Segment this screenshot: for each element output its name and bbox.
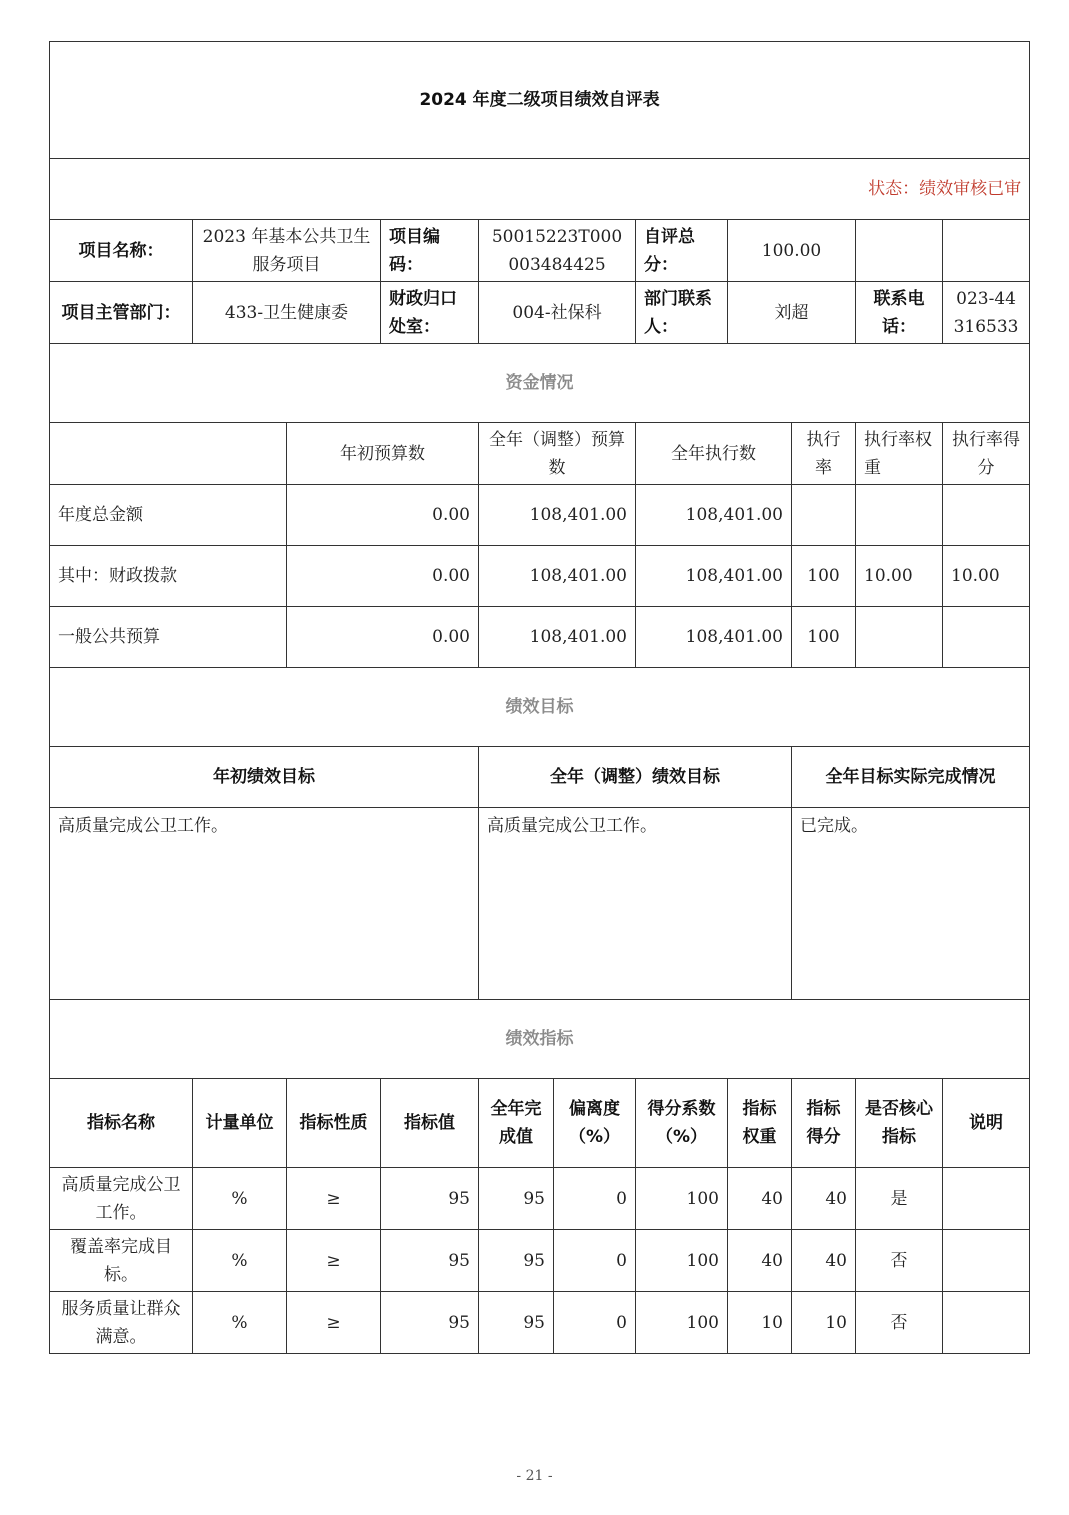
ind-header-score: 指标得分 xyxy=(792,1079,856,1168)
empty-cell xyxy=(943,220,1030,282)
ind-deviation: 0 xyxy=(554,1230,636,1292)
ind-coef: 100 xyxy=(636,1168,728,1230)
funds-row-rate: 100 xyxy=(792,546,856,607)
ind-weight: 10 xyxy=(728,1292,792,1354)
ind-note xyxy=(943,1230,1030,1292)
project-name-label: 项目名称： xyxy=(50,220,193,282)
funds-header-initial: 年初预算数 xyxy=(287,423,479,485)
funds-row-score xyxy=(943,607,1030,668)
funds-row-name-text: 其中：财政拨款 xyxy=(58,566,177,586)
ind-header-name: 指标名称 xyxy=(50,1079,193,1168)
funds-header-blank xyxy=(50,423,287,485)
goals-adjusted-text: 高质量完成公卫工作。 xyxy=(479,808,792,1000)
ind-note xyxy=(943,1292,1030,1354)
ind-nature: ≥ xyxy=(287,1292,381,1354)
ind-deviation: 0 xyxy=(554,1292,636,1354)
funds-row-rate xyxy=(792,485,856,546)
ind-header-value: 指标值 xyxy=(381,1079,479,1168)
ind-score: 40 xyxy=(792,1230,856,1292)
ind-actual: 95 xyxy=(479,1292,554,1354)
ind-core: 否 xyxy=(856,1292,943,1354)
ind-score: 10 xyxy=(792,1292,856,1354)
ind-deviation: 0 xyxy=(554,1168,636,1230)
ind-unit: % xyxy=(193,1230,287,1292)
ind-name: 覆盖率完成目标。 xyxy=(50,1230,193,1292)
funds-row-weight: 10.00 xyxy=(856,546,943,607)
goals-header-initial: 年初绩效目标 xyxy=(50,747,479,808)
table-row xyxy=(50,546,1030,607)
funds-row-executed: 108,401.00 xyxy=(636,546,792,607)
funds-row-weight xyxy=(856,485,943,546)
funds-header-executed: 全年执行数 xyxy=(636,423,792,485)
status-badge: 状态：绩效审核已审 xyxy=(50,159,1030,220)
table-row xyxy=(50,607,1030,668)
empty-cell xyxy=(856,220,943,282)
contact-value: 刘超 xyxy=(728,282,856,344)
goals-section-title: 绩效目标 xyxy=(50,668,1030,747)
ind-weight: 40 xyxy=(728,1230,792,1292)
ind-actual: 95 xyxy=(479,1168,554,1230)
funds-row-name: 年度总金额 xyxy=(50,485,287,546)
ind-name: 高质量完成公卫工作。 xyxy=(50,1168,193,1230)
project-name: 2023 年基本公共卫生服务项目 xyxy=(193,220,381,282)
ind-coef: 100 xyxy=(636,1230,728,1292)
goals-initial-text: 高质量完成公卫工作。 xyxy=(50,808,479,1000)
funds-header-adjusted: 全年（调整）预算数 xyxy=(479,423,636,485)
project-code: 50015223T000003484425 xyxy=(479,220,636,282)
ind-value: 95 xyxy=(381,1168,479,1230)
funds-row-executed: 108,401.00 xyxy=(636,607,792,668)
score-label: 自评总分： xyxy=(636,220,728,282)
ind-note xyxy=(943,1168,1030,1230)
ind-header-coef: 得分系数（%） xyxy=(636,1079,728,1168)
funds-row-initial: 0.00 xyxy=(287,485,479,546)
funds-row-adjusted: 108,401.00 xyxy=(479,607,636,668)
ind-weight: 40 xyxy=(728,1168,792,1230)
self-score: 100.00 xyxy=(728,220,856,282)
funds-header-rate: 执行率 xyxy=(792,423,856,485)
ind-header-unit: 计量单位 xyxy=(193,1079,287,1168)
funds-row-name: 一般公共预算 xyxy=(50,607,287,668)
funds-row-name xyxy=(50,546,287,607)
funds-row-score xyxy=(943,485,1030,546)
ind-nature: ≥ xyxy=(287,1168,381,1230)
funds-row-initial: 0.00 xyxy=(287,607,479,668)
finance-value: 004-社保科 xyxy=(479,282,636,344)
ind-header-nature: 指标性质 xyxy=(287,1079,381,1168)
ind-core: 否 xyxy=(856,1230,943,1292)
dept-label: 项目主管部门： xyxy=(50,282,193,344)
ind-core: 是 xyxy=(856,1168,943,1230)
funds-section-title: 资金情况 xyxy=(50,344,1030,423)
phone-value: 023-44316533 xyxy=(943,282,1030,344)
ind-value: 95 xyxy=(381,1292,479,1354)
funds-row-executed: 108,401.00 xyxy=(636,485,792,546)
ind-header-deviation: 偏离度（%） xyxy=(554,1079,636,1168)
table-row xyxy=(50,1292,1030,1354)
table-row xyxy=(50,1230,1030,1292)
ind-unit: % xyxy=(193,1292,287,1354)
dept-value: 433-卫生健康委 xyxy=(193,282,381,344)
ind-score: 40 xyxy=(792,1168,856,1230)
funds-row-adjusted: 108,401.00 xyxy=(479,546,636,607)
contact-label: 部门联系人： xyxy=(636,282,728,344)
goals-header-adjusted: 全年（调整）绩效目标 xyxy=(479,747,792,808)
goals-header-actual: 全年目标实际完成情况 xyxy=(792,747,1030,808)
self-evaluation-form xyxy=(49,41,1030,1354)
funds-row-rate: 100 xyxy=(792,607,856,668)
funds-row-adjusted: 108,401.00 xyxy=(479,485,636,546)
indicators-section-title: 绩效指标 xyxy=(50,1000,1030,1079)
ind-header-weight: 指标权重 xyxy=(728,1079,792,1168)
funds-row-initial: 0.00 xyxy=(287,546,479,607)
table-row xyxy=(50,1168,1030,1230)
ind-header-note: 说明 xyxy=(943,1079,1030,1168)
ind-coef: 100 xyxy=(636,1292,728,1354)
ind-name: 服务质量让群众满意。 xyxy=(50,1292,193,1354)
table-row xyxy=(50,485,1030,546)
phone-label: 联系电话： xyxy=(856,282,943,344)
ind-actual: 95 xyxy=(479,1230,554,1292)
page-number: - 21 - xyxy=(516,1468,553,1484)
project-code-label: 项目编码： xyxy=(381,220,479,282)
goals-actual-text: 已完成。 xyxy=(792,808,1030,1000)
ind-unit: % xyxy=(193,1168,287,1230)
funds-row-score: 10.00 xyxy=(943,546,1030,607)
ind-header-actual: 全年完成值 xyxy=(479,1079,554,1168)
funds-header-score: 执行率得分 xyxy=(943,423,1030,485)
funds-header-weight: 执行率权重 xyxy=(856,423,943,485)
ind-header-core: 是否核心指标 xyxy=(856,1079,943,1168)
funds-row-weight xyxy=(856,607,943,668)
ind-nature: ≥ xyxy=(287,1230,381,1292)
finance-label: 财政归口处室： xyxy=(381,282,479,344)
page-title: 2024 年度二级项目绩效自评表 xyxy=(50,42,1030,159)
ind-value: 95 xyxy=(381,1230,479,1292)
